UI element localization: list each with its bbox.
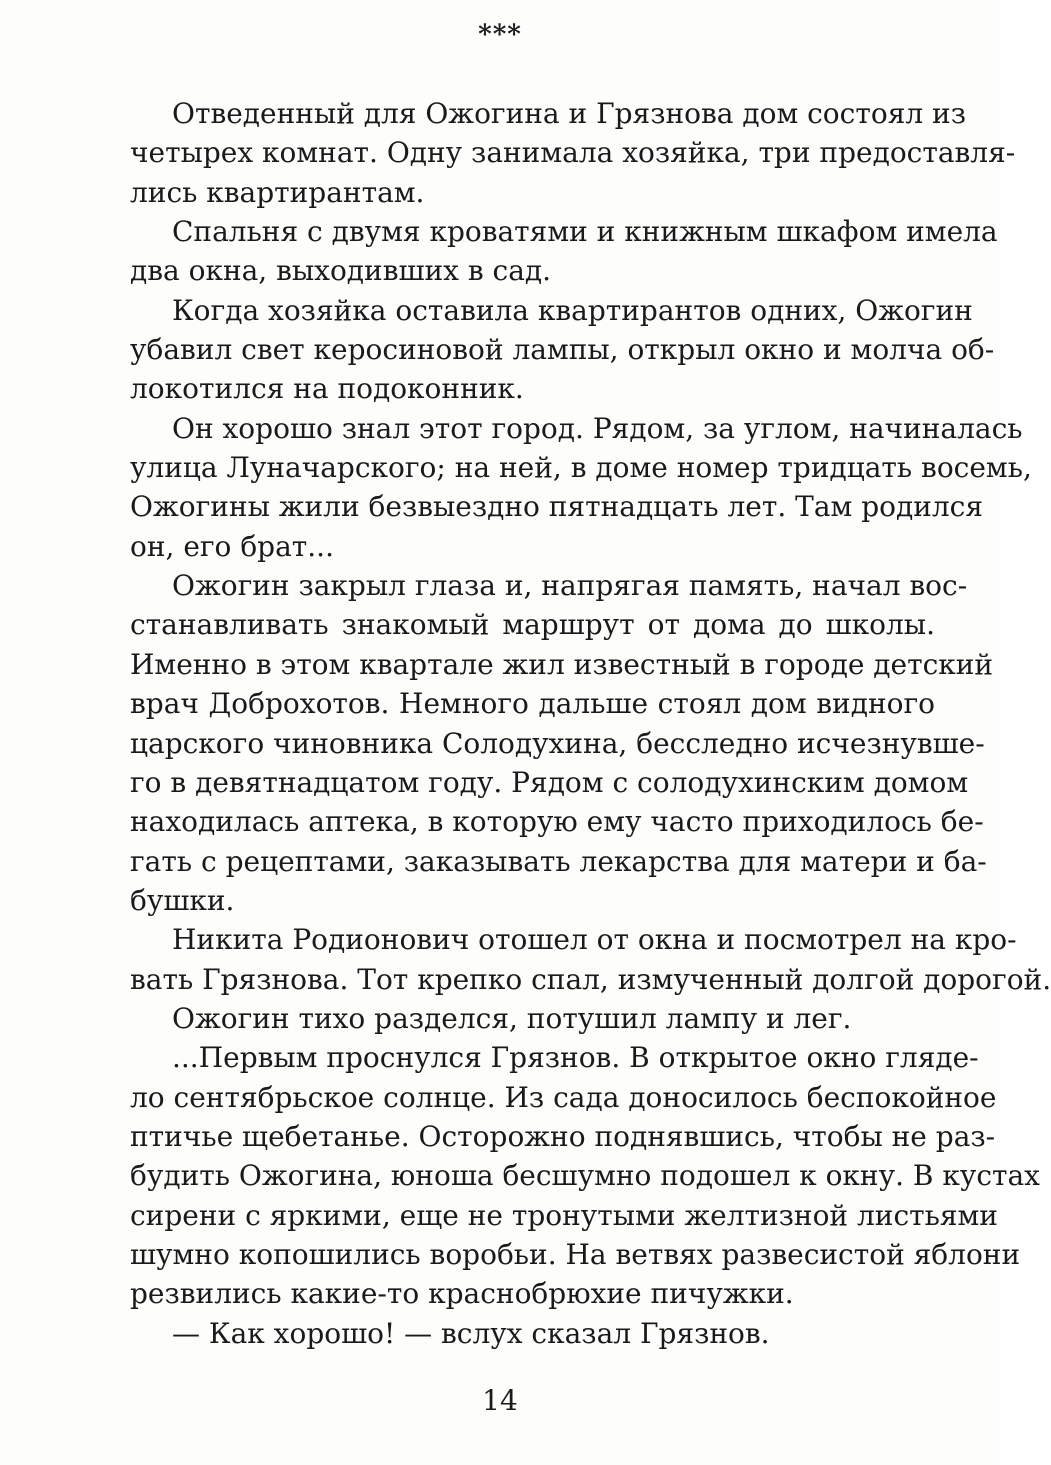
- text-line: убавил свет керосиновой лампы, открыл окно и молча об-: [130, 333, 995, 367]
- text-line: Именно в этом квартале жил известный в городе детский: [130, 647, 994, 681]
- text-line: улица Луначарского; на ней, в доме номер тридцать восемь,: [130, 451, 1032, 485]
- text-line: Ожогины жили безвыездно пятнадцать лет. Там родился: [130, 490, 984, 524]
- text-line: будить Ожогина, юноша бесшумно подошел к окну. В кустах: [130, 1159, 1040, 1193]
- text-line: бушки.: [130, 883, 235, 917]
- page-number: 14: [482, 1384, 518, 1417]
- text-line: Никита Родионович отошел от окна и посмотрел на кро-: [172, 923, 1017, 957]
- text-line: сирени с яркими, еще не тронутыми желтизной листьями: [130, 1198, 998, 1232]
- text-line: лись квартирантам.: [130, 175, 425, 209]
- text-line: станавливать знакомый маршрут от дома до школы.: [130, 608, 935, 642]
- text-line: Отведенный для Ожогина и Грязнова дом состоял из: [172, 97, 966, 130]
- text-line: царского чиновника Солодухина, бесследно исчезнувше-: [130, 726, 985, 760]
- text-line: четырех комнат. Одну занимала хозяйка, три предоставля-: [130, 136, 1016, 170]
- text-line: Когда хозяйка оставила квартирантов одних, Ожогин: [172, 293, 973, 327]
- text-line: два окна, выходивших в сад.: [130, 254, 552, 288]
- text-line: он, его брат...: [130, 529, 334, 563]
- text-line: ...Первым проснулся Грязнов. В открытое окно гляде-: [172, 1041, 979, 1075]
- body-text: [130, 94, 1051, 1353]
- text-line: го в девятнадцатом году. Рядом с солодухинским домом: [130, 765, 969, 799]
- text-line: Он хорошо знал этот город. Рядом, за углом, начиналась: [172, 411, 1023, 445]
- text-line: Спальня с двумя кроватями и книжным шкафом имела: [172, 215, 998, 249]
- text-line: резвились какие-то краснобрюхие пичужки.: [130, 1277, 794, 1311]
- text-line: гать с рецептами, заказывать лекарства для матери и ба-: [130, 844, 987, 878]
- text-line: птичье щебетанье. Осторожно поднявшись, чтобы не раз-: [130, 1119, 996, 1153]
- text-line: локотился на подоконник.: [130, 372, 524, 406]
- section-ornament: ***: [478, 20, 522, 50]
- text-line: вать Грязнова. Тот крепко спал, измученный долгой дорогой.: [130, 962, 1051, 996]
- text-line: — Как хорошо! — вслух сказал Грязнов.: [172, 1316, 770, 1350]
- text-line: врач Доброхотов. Немного дальше стоял дом видного: [130, 687, 935, 721]
- text-line: Ожогин тихо разделся, потушил лампу и лег.: [172, 1001, 852, 1035]
- text-line: шумно копошились воробьи. На ветвях развесистой яблони: [130, 1237, 1021, 1271]
- text-line: ло сентябрьское солнце. Из сада доносилось беспокойное: [130, 1080, 997, 1114]
- text-line: Ожогин закрыл глаза и, напрягая память, начал вос-: [172, 569, 968, 603]
- text-line: находилась аптека, в которую ему часто приходилось бе-: [130, 805, 984, 839]
